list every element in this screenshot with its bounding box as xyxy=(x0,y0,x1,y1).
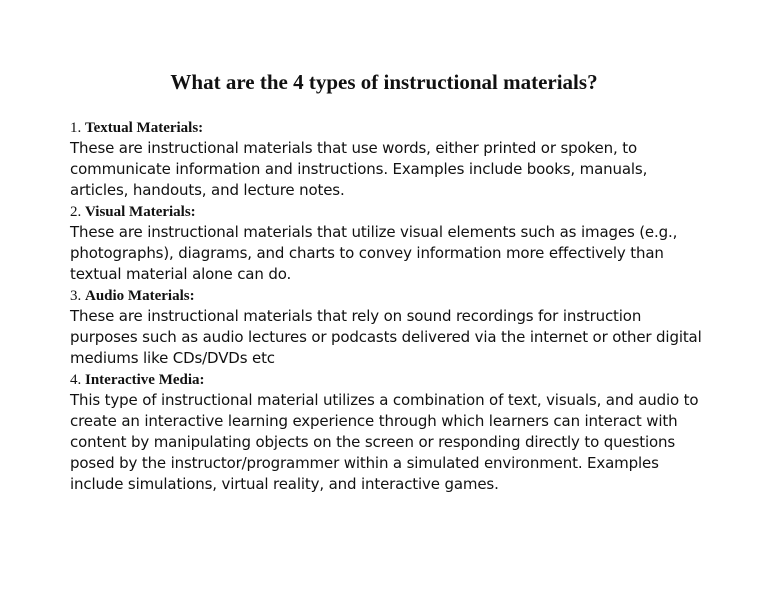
item-name: Textual Materials: xyxy=(85,120,204,136)
item-heading xyxy=(70,285,710,306)
item-name: Visual Materials: xyxy=(85,204,196,220)
item-heading xyxy=(70,369,710,390)
list-item-interactive-media xyxy=(70,369,710,495)
list-item-visual-materials xyxy=(70,201,710,285)
item-body: These are instructional materials that use words, either printed or spoken, to communicate information and instructions. Examples include books, manuals, articles, handouts, and lecture notes. xyxy=(70,139,648,199)
page-title: What are the 4 types of instructional materials? xyxy=(170,70,598,94)
list-item-audio-materials xyxy=(70,285,710,369)
item-body: This type of instructional material utilizes a combination of text, visuals, and audio to create an interactive learning experience through which learners can interact with content by manipulating objects on the screen or responding directly to questions posed by the instructor/programmer within a simulated environment. Examples include simulations, virtual reality, and interactive games. xyxy=(70,391,699,493)
item-number: 1. xyxy=(70,120,82,136)
item-number: 3. xyxy=(70,288,82,304)
item-heading xyxy=(70,117,710,138)
item-name: Interactive Media: xyxy=(85,372,205,388)
item-heading xyxy=(70,201,710,222)
item-body: These are instructional materials that rely on sound recordings for instruction purposes such as audio lectures or podcasts delivered via the internet or other digital mediums like CDs/DVDs etc xyxy=(70,307,702,367)
list-item-textual-materials xyxy=(70,117,710,201)
item-number: 2. xyxy=(70,204,82,220)
item-name: Audio Materials: xyxy=(85,288,195,304)
document-content xyxy=(70,117,710,495)
item-body: These are instructional materials that utilize visual elements such as images (e.g., photographs), diagrams, and charts to convey information more effectively than textual material alone can do. xyxy=(70,223,678,283)
item-number: 4. xyxy=(70,372,82,388)
